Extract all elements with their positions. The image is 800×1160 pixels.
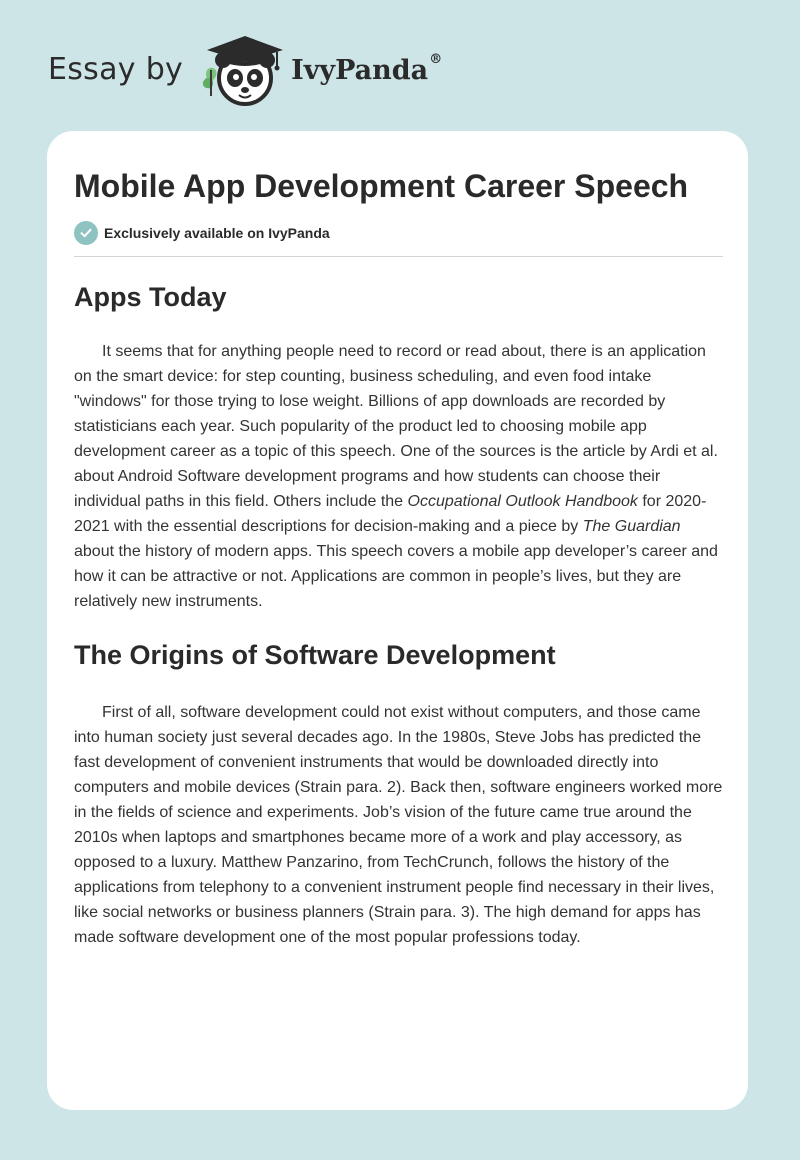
section-paragraph-apps-today: It seems that for anything people need to record or read about, there is an application on the smart device: for step counting, business scheduling, and even food intake "windows" for those trying to lose weight. Billions of app downloads are recorded by statisticians each year. Such popularity of the product led to choosing mobile app development career as a topic of this speech. One of the sources is the article by Ardi et al. about Android Software development programs and how students can choose their individual paths in this field. Others include the Occupational Outlook Handbook for 2020-2021 with the essential descriptions for decision-making and a piece by The Guardian about the history of modern apps. This speech covers a mobile app developer’s career and how it can be attractive or not. Applications are common in people’s lives, but they are relatively new instruments. [74, 343, 718, 610]
section-paragraph-origins: First of all, software development could not exist without computers, and those came into human society just several decades ago. In the 1980s, Steve Jobs has predicted the fast development of convenient instruments that would be downloaded directly into computers and mobile devices (Strain para. 2). Back then, software engineers worked more in the fields of science and experiments. Job’s vision of the future came true around the 2010s when laptops and smartphones became more of a work and play accessory, as opposed to a luxury. Matthew Panzarino, from TechCrunch, follows the history of the applications from telephony to a convenient instrument people find necessary in their lives, like social networks or business planners (Strain para. 3). The high demand for apps has made software development one of the most popular professions today. [74, 704, 723, 946]
document-title: Mobile App Development Career Speech [74, 168, 689, 204]
exclusive-badge [74, 220, 723, 246]
brand-name: IvyPanda® [291, 51, 443, 86]
essay-content [74, 131, 723, 950]
citation-the-guardian: The Guardian [582, 518, 681, 535]
site-header-brand[interactable] [48, 30, 442, 110]
essay-card [47, 131, 748, 1110]
brand-prefix: Essay by [48, 52, 184, 87]
citation-occupational-outlook-handbook: Occupational Outlook Handbook [407, 493, 638, 510]
check-circle-icon [74, 221, 98, 245]
registered-mark: ® [429, 51, 443, 67]
panda-graduation-cap-logo-icon [197, 30, 289, 110]
section-heading-origins: The Origins of Software Development [74, 640, 556, 670]
title-divider [74, 256, 723, 257]
section-heading-apps-today: Apps Today [74, 282, 227, 312]
badge-text: Exclusively available on IvyPanda [104, 225, 330, 241]
